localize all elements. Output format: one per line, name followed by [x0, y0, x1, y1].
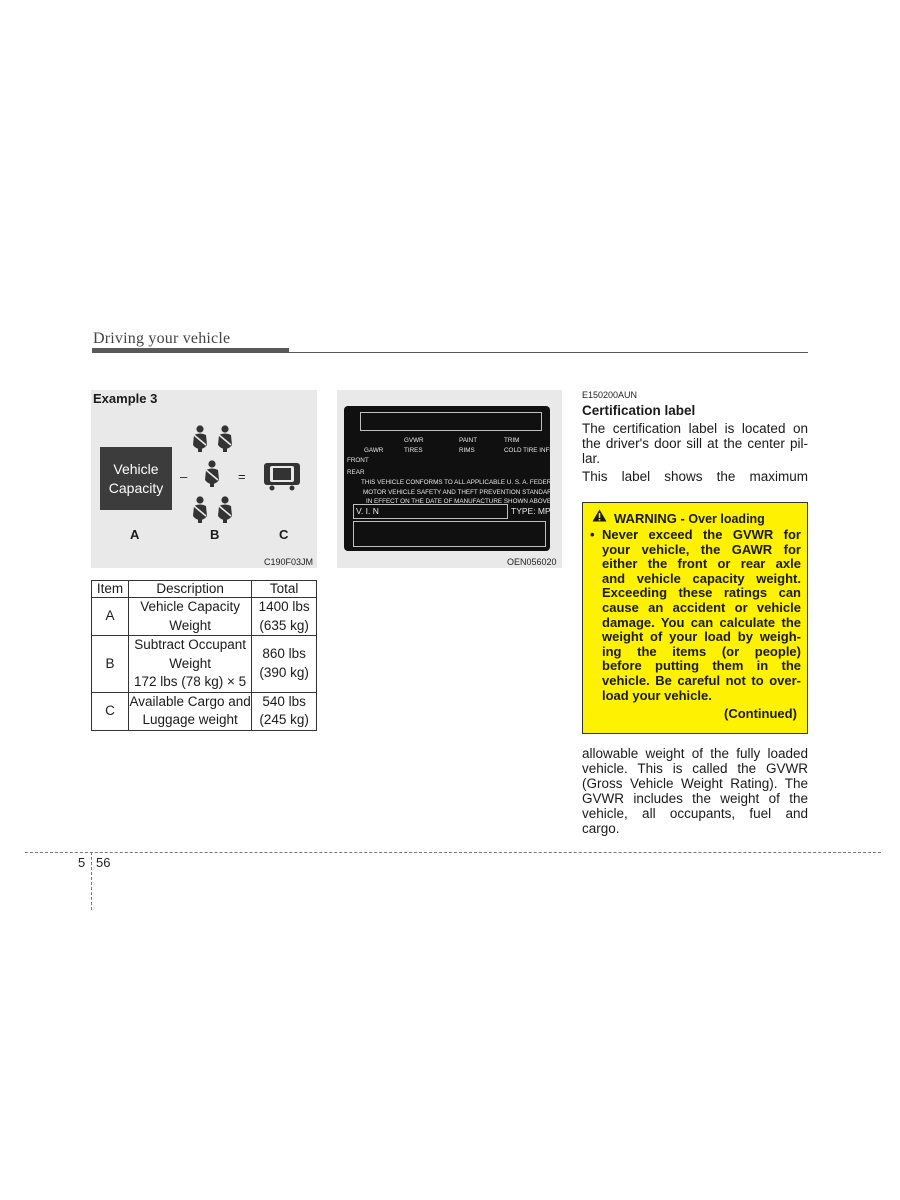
table-cell-total — [252, 636, 317, 693]
cert-statement-line: MOTOR VEHICLE SAFETY AND THEFT PREVENTION STANDARDS — [363, 489, 561, 496]
desc-line: Weight — [169, 655, 211, 671]
warning-continued: (Continued) — [724, 706, 797, 721]
warning-line: either the front or rear axle — [602, 556, 801, 572]
total-line: (390 kg) — [259, 664, 309, 680]
table-row — [92, 636, 317, 693]
desc-line: Available Cargo and — [129, 693, 251, 709]
warning-line: Exceeding these ratings can — [602, 585, 801, 601]
warning-line: before putting them in the — [602, 658, 801, 674]
warning-text — [602, 528, 801, 703]
text-line: (Gross Vehicle Weight Rating). The — [582, 776, 808, 791]
cert-rims: RIMS — [459, 447, 475, 454]
occupant-icon — [218, 496, 232, 523]
cert-bottom-field — [353, 521, 546, 547]
table-cell-total — [252, 598, 317, 636]
total-line: 540 lbs — [262, 693, 306, 709]
table-row — [92, 598, 317, 636]
desc-line: 172 lbs (78 kg) × 5 — [134, 674, 247, 689]
header-rule-thin — [289, 352, 808, 353]
cert-gawr: GAWR — [364, 447, 384, 454]
warning-line: Never exceed the GVWR for — [602, 527, 801, 542]
cert-tires: TIRES — [404, 447, 423, 454]
warning-bullet: • — [590, 527, 595, 542]
warning-title — [614, 511, 765, 526]
table-cell-total — [252, 692, 317, 730]
cert-paint: PAINT — [459, 437, 478, 444]
table-header-item: Item — [92, 581, 129, 598]
occupant-icon — [205, 460, 219, 487]
section-code: E150200AUN — [582, 390, 638, 400]
footer-divider — [25, 852, 881, 853]
text-line: cargo. — [582, 821, 620, 836]
warning-title-sub: Over loading — [688, 512, 765, 526]
cert-statement-line: IN EFFECT ON THE DATE OF MANUFACTURE SHOWN ABOVE — [366, 498, 552, 505]
page-number: 56 — [96, 855, 111, 870]
warning-line: your vehicle, the GAWR for — [602, 541, 801, 557]
warning-triangle-icon — [592, 509, 607, 522]
vehicle-capacity-line2: Capacity — [108, 479, 164, 496]
cert-type: TYPE: MPV — [511, 506, 557, 516]
cargo-icon — [262, 460, 302, 492]
text-line: lar. — [582, 451, 601, 466]
label-a: A — [130, 527, 140, 542]
cert-top-field — [360, 412, 542, 431]
warning-line: weight of your load by weigh- — [602, 629, 801, 645]
desc-line: Subtract Occupant — [134, 637, 247, 652]
occupant-icon — [193, 425, 207, 452]
table-cell-item: B — [92, 636, 129, 693]
table-row — [92, 692, 317, 730]
weight-table — [91, 580, 317, 731]
chapter-number: 5 — [78, 855, 86, 870]
cert-vin: V. I. N — [356, 506, 379, 516]
total-line: (635 kg) — [259, 617, 309, 633]
desc-line: Weight — [169, 617, 211, 633]
label-b: B — [210, 527, 220, 542]
certification-paragraph — [582, 421, 808, 466]
figure-code-example: C190F03JM — [264, 557, 314, 567]
text-line: allowable weight of the fully loaded — [582, 746, 808, 761]
cert-statement-line: THIS VEHICLE CONFORMS TO ALL APPLICABLE U. S. A. FEDERAL — [361, 479, 559, 486]
total-line: 1400 lbs — [258, 599, 310, 614]
warning-line: vehicle. Be careful not to over- — [602, 672, 801, 688]
table-cell-item: C — [92, 692, 129, 730]
text-line: The certification label is located on — [582, 421, 808, 436]
gvwr-paragraph — [582, 746, 808, 836]
figure-code-cert: OEN056020 — [507, 557, 557, 567]
table-header-row — [92, 581, 317, 598]
table-header-total: Total — [252, 581, 317, 598]
example-title: Example 3 — [93, 391, 158, 406]
warning-line: damage. You can calculate the — [602, 614, 801, 630]
warning-line: load your vehicle. — [602, 687, 712, 703]
table-header-description: Description — [128, 581, 251, 598]
vehicle-capacity-line1: Vehicle — [113, 460, 159, 477]
warning-line: ing the items (or people) — [602, 643, 801, 659]
vehicle-capacity-box — [100, 447, 172, 510]
desc-line: Luggage weight — [142, 712, 238, 727]
table-cell-description — [128, 598, 251, 636]
table-cell-item: A — [92, 598, 129, 636]
occupant-icon — [218, 425, 232, 452]
table-cell-description — [128, 636, 251, 693]
equals-sign: = — [238, 469, 246, 484]
certification-heading: Certification label — [582, 403, 696, 418]
cert-trim: TRIM — [504, 437, 520, 444]
text-line: GVWR includes the weight of the — [582, 791, 808, 806]
warning-line: and vehicle capacity weight. — [602, 570, 801, 586]
total-line: 860 lbs — [262, 646, 306, 662]
label-c: C — [279, 527, 289, 542]
cert-gvwr: GVWR — [404, 437, 424, 444]
cert-front: FRONT — [347, 457, 369, 464]
header-rule-thick — [92, 348, 289, 353]
minus-sign: – — [180, 469, 188, 484]
footer-divider-vertical — [91, 852, 92, 910]
label-shows-line: This label shows the maximum — [582, 469, 808, 484]
table-cell-description — [128, 692, 251, 730]
warning-line: cause an accident or vehicle — [602, 599, 801, 615]
section-title: Driving your vehicle — [93, 330, 231, 347]
cert-rear: REAR — [347, 469, 365, 476]
text-line: vehicle, all occupants, fuel and — [582, 806, 808, 821]
occupant-icon — [193, 496, 207, 523]
occupant-icons — [186, 422, 246, 528]
text-line: vehicle. This is called the GVWR — [582, 761, 808, 776]
desc-line: Vehicle Capacity — [140, 599, 241, 614]
cert-cold-tire: COLD TIRE INFL — [504, 447, 553, 454]
total-line: (245 kg) — [259, 712, 309, 727]
text-line: the driver's door sill at the center pil- — [582, 436, 808, 451]
warning-title-main: WARNING - — [614, 511, 685, 526]
